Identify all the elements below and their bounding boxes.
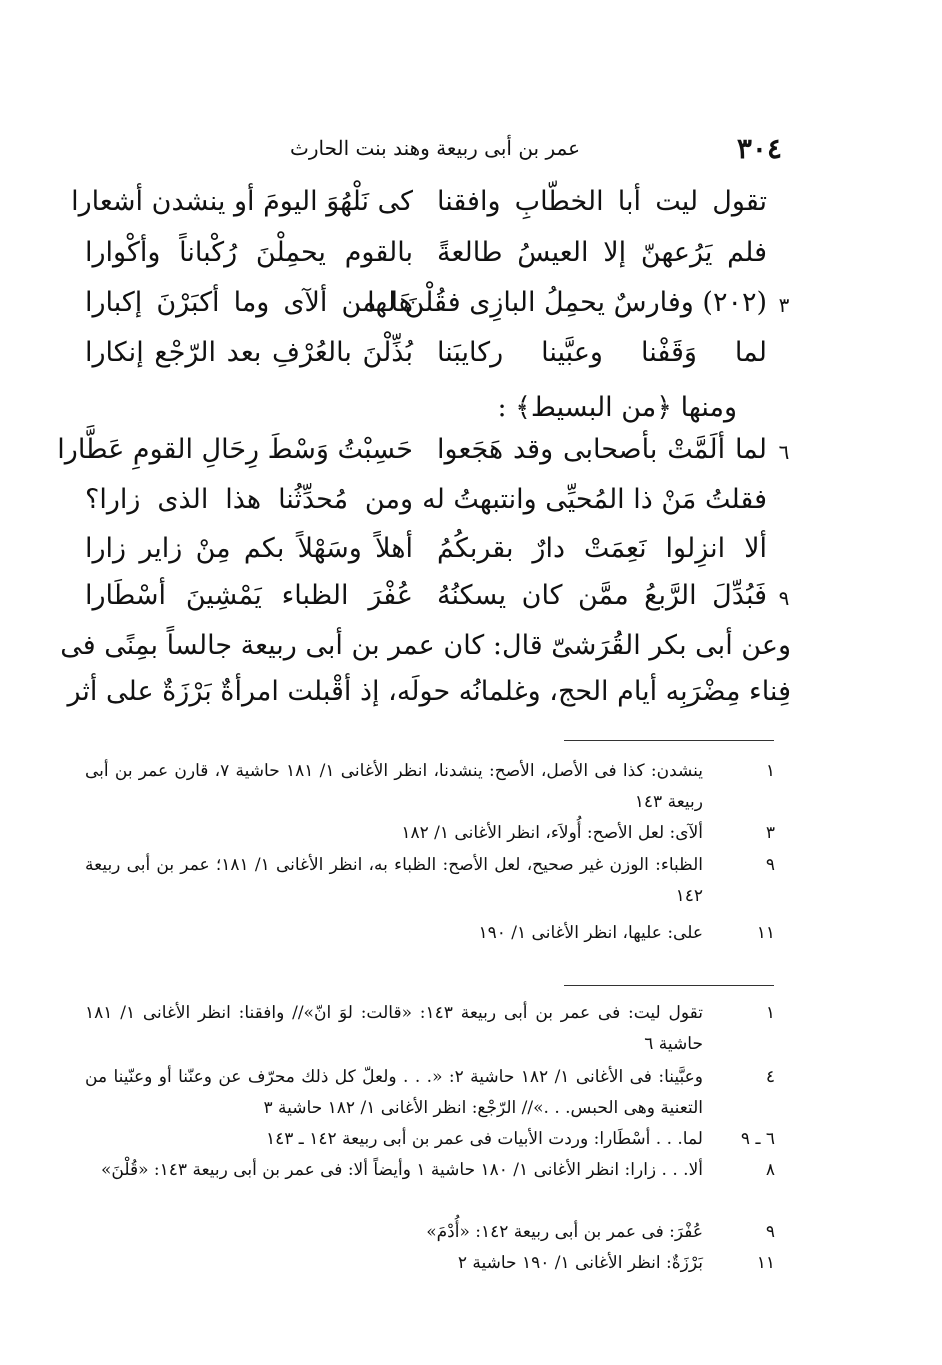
page-number: ٣٠٤	[736, 131, 782, 165]
second-hemistich: كى نَلْهُوَ اليومَ أو ينشدن أشعارا	[71, 186, 413, 217]
footnote	[85, 998, 775, 1060]
footnote-line-number: ١	[765, 1003, 775, 1023]
second-hemistich: هَا من ألآى وما أكبَرْنَ إكبارا	[85, 287, 413, 318]
footnote	[85, 850, 775, 912]
verse-line	[71, 186, 795, 232]
page-header	[290, 128, 782, 168]
footnote	[85, 918, 775, 949]
footnote-text: ألا. . . زارا: انظر الأغانى ١/ ١٨٠ حاشية ١ وأيضاً ألا: فى عمر بن أبى ربيعة ١٤٣: «قُلْنَ»	[101, 1160, 703, 1180]
first-hemistich: لما وَقَفْنا وعبَّينا ركايبَنا	[437, 337, 767, 368]
footnote-line-number: ١١	[756, 1253, 775, 1273]
footnote-line-number: ٩	[765, 855, 775, 875]
footnote-text: الظباء: الوزن غير صحيح، لعل الأصح: الظباء به، انظر الأغانى ١/ ١٨١؛ عمر بن أبى ربيعة ١٤٢	[85, 855, 703, 906]
footnote-text: تقول ليت: فى عمر بن أبى ربيعة ١٤٣: «قالت: لوَ انّ»// وافقنا: انظر الأغانى ١/ ١٨١ حاشية ٦	[85, 1003, 703, 1054]
footnote	[85, 1062, 775, 1124]
footnote-text: ألآى: لعل الأصح: أُولاَء، انظر الأغانى ١/ ١٨٢	[401, 823, 703, 843]
footnote-text: وعبَّينا: فى الأغانى ١/ ١٨٢ حاشية ٢: «. . . ولعلّ كل ذلك محرّف عن وعنّنا أو وعنّينا من التعنية وهى الحبس. . .»// الرّجْع: انظر الأغانى ١/ ١٨٢ حاشية ٣	[85, 1067, 703, 1118]
footnote-line-number: ٨	[765, 1160, 775, 1180]
footnote-text: على: عليها، انظر الأغانى ١/ ١٩٠	[478, 923, 703, 943]
footnote	[85, 1217, 775, 1248]
first-hemistich: فَبُدِّلَ الرَّبعُ ممَّن كان يسكنُهُ	[437, 580, 767, 611]
prose-line: وعن أبى بكر القُرَشىّ قال: كان عمر بن أبى ربيعة جالساً بمِنًى فى	[60, 630, 791, 661]
verse-line	[85, 337, 795, 383]
footnote-text: ينشدن: كذا فى الأصل، الأصح: ينشدنا، انظر الأغانى ١/ ١٨١ حاشية ٧، قارن عمر بن أبى ربيعة ١٤٣	[85, 761, 704, 812]
footnote-divider	[564, 985, 774, 986]
footnote-text: لما. . . أسْطَارا: وردت الأبيات فى عمر بن أبى ربيعة ١٤٢ ـ ١٤٣	[266, 1129, 703, 1149]
footnote-text: بَرْزَةٌ: انظر الأغانى ١/ ١٩٠ حاشية ٢	[457, 1253, 703, 1273]
second-hemistich: بُذِّلْنَ بالعُرْفِ بعد الرّجْع إنكارا	[85, 337, 413, 368]
footnote-line-number: ٤	[765, 1067, 775, 1087]
footnote-line-number: ٩	[765, 1222, 775, 1242]
second-hemistich: أهلاً وسَهْلاً بكم مِنْ زاير زارا	[85, 533, 413, 564]
footnote-line-number: ١١	[756, 923, 775, 943]
footnote	[85, 1124, 775, 1155]
running-title: عمر بن أبى ربيعة وهند بنت الحارث	[290, 136, 581, 160]
first-hemistich: لما ألَمَّتْ بأصحابى وقد هَجَعوا	[437, 434, 767, 465]
second-hemistich: عُفْرَ الظباء يَمْشِينَ أسْطَارا	[85, 580, 413, 611]
line-number: ٩	[778, 586, 790, 610]
footnote	[85, 1155, 775, 1217]
verse-line	[85, 580, 795, 626]
line-number: ٦	[778, 440, 790, 464]
footnote-line-number: ١	[765, 761, 775, 781]
verse-line	[85, 237, 795, 283]
footnote	[85, 1248, 775, 1279]
meter-intro: ومنها ﴿من البسيط﴾ :	[497, 392, 737, 423]
footnote-line-number: ٦ ـ ٩	[740, 1129, 775, 1149]
footnote	[85, 818, 775, 849]
footnote	[85, 756, 775, 818]
second-hemistich: بالقوم يحمِلْنَ رُكْباناً وأكْوارا	[85, 237, 413, 268]
verse-line	[85, 287, 795, 333]
first-hemistich: ألا انزِلوا نَعِمَتْ دارٌ بقربكُمُ	[437, 533, 767, 564]
footnote-text: عُفْرَ: فى عمر بن أبى ربيعة ١٤٢: «أُدْمَ»	[426, 1222, 703, 1242]
verse-line	[85, 533, 795, 579]
verse-line	[85, 484, 795, 530]
footnote-divider	[564, 740, 774, 741]
second-hemistich: حَسِبْتُ وَسْطَ رِحَالِ القومِ عَطَّارا	[57, 434, 413, 465]
first-hemistich: (٢٠٢) وفارسٌ يحمِلُ البازِى فقُلْنَ لها	[367, 287, 767, 318]
verse-line	[57, 434, 795, 480]
first-hemistich: تقول ليت أبا الخطّابِ وافقنا	[437, 186, 767, 217]
line-number: ٣	[778, 293, 790, 317]
footnote-line-number: ٣	[765, 823, 775, 843]
prose-line: فِناء مِضْرَبِه أيام الحج، وغلمانُه حولَه، إذ أقْبلت امرأةٌ بَرْزَةٌ على أثر	[67, 676, 791, 707]
first-hemistich: فلم يَرُعهنّ إلا العيسُ طالعةً	[437, 237, 767, 268]
second-hemistich: ومن مُحدِّثُنا هذا الذى زارا؟	[85, 484, 413, 515]
first-hemistich: فقلتُ مَنْ ذا المُحيِّى وانتبهتُ له	[422, 484, 767, 515]
